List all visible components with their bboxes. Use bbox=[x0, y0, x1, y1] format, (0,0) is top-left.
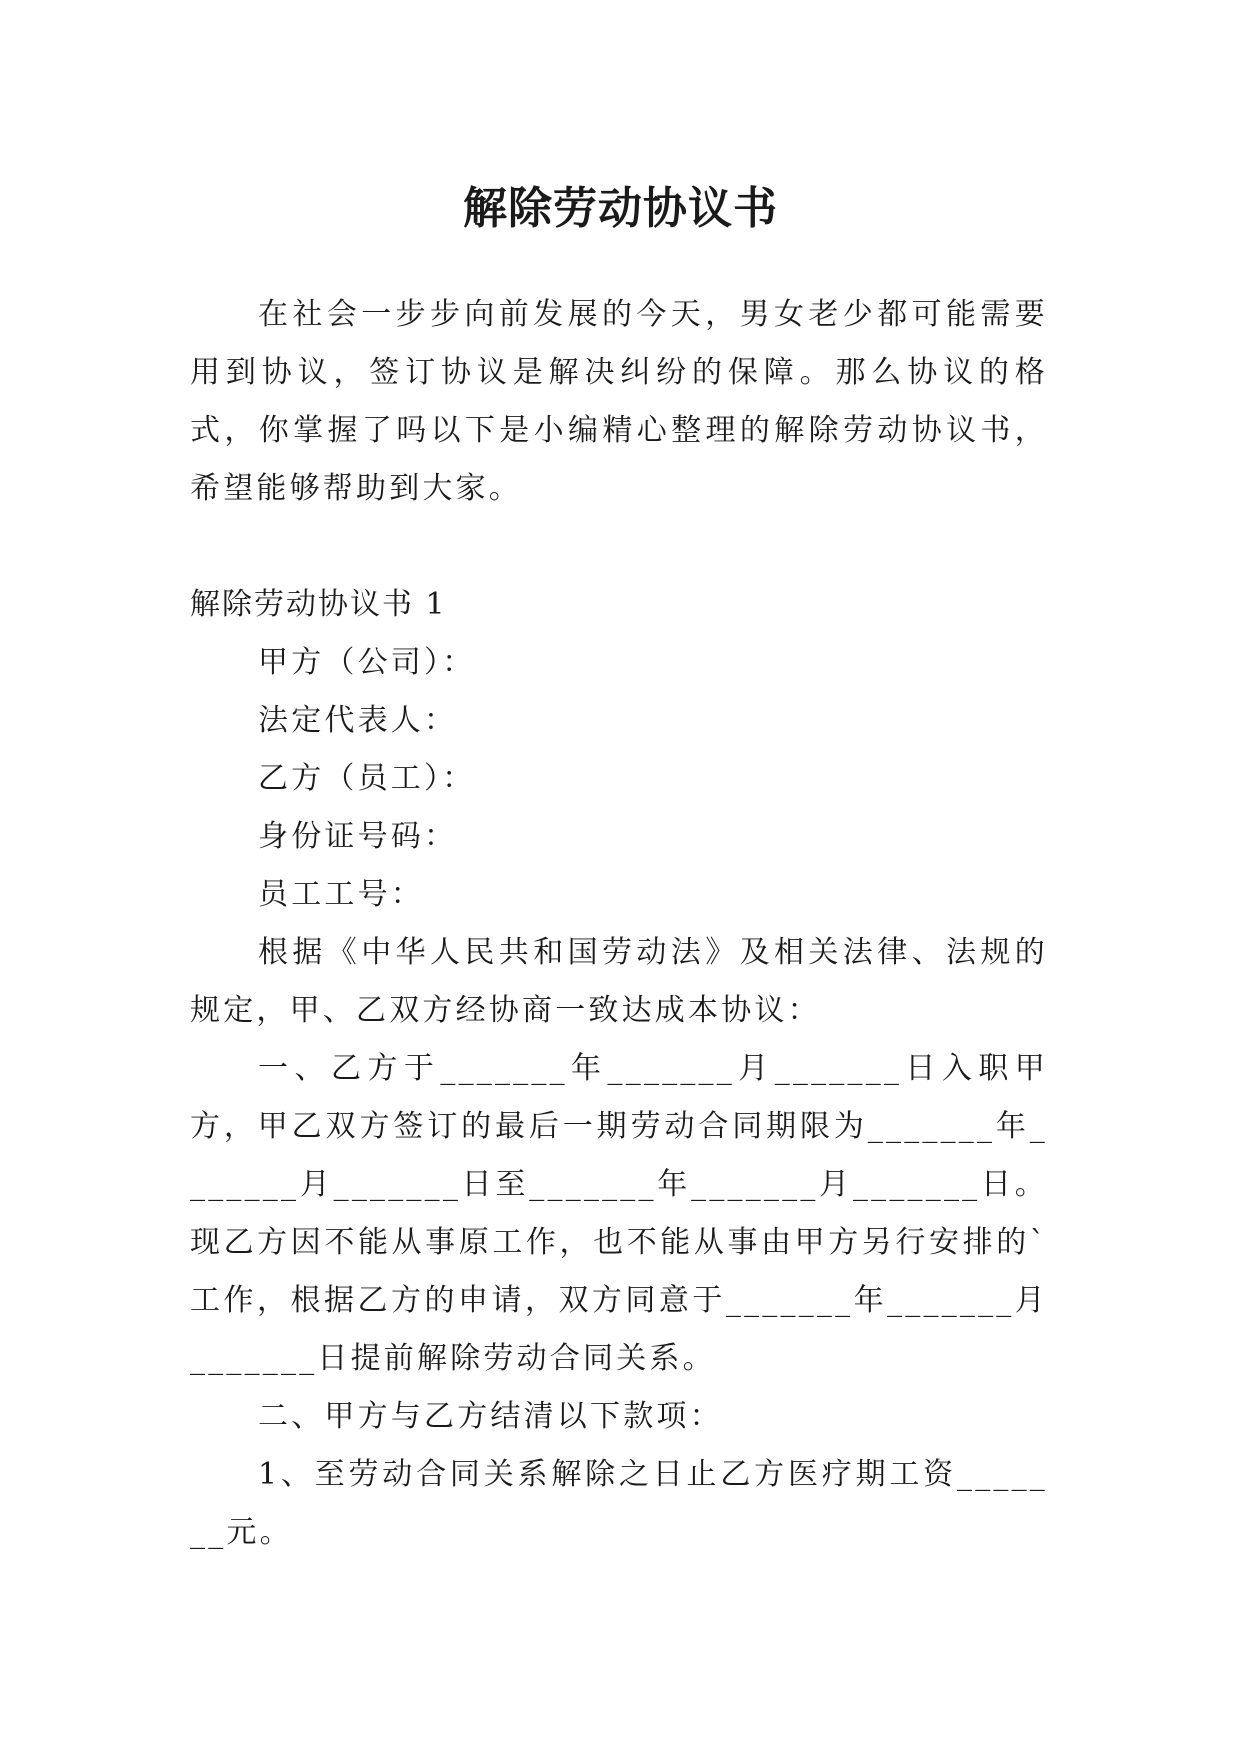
section-heading: 解除劳动协议书 1 bbox=[190, 587, 447, 622]
item-1-paragraph: 1、至劳动合同关系解除之日止乙方医疗期工资_______元。 bbox=[190, 1457, 1048, 1550]
legal-rep-field: 法定代表人： bbox=[258, 703, 458, 738]
basis-paragraph: 根据《中华人民共和国劳动法》及相关法律、法规的规定，甲、乙双方经协商一致达成本协议： bbox=[190, 935, 1048, 1028]
employee-no-field: 员工工号： bbox=[258, 877, 424, 912]
document-title: 解除劳动协议书 bbox=[463, 183, 778, 235]
clause-2-paragraph: 二、甲方与乙方结清以下款项： bbox=[258, 1399, 723, 1434]
intro-paragraph: 在社会一步步向前发展的今天，男女老少都可能需要用到协议，签订协议是解决纠纷的保障。那么协议的格式，你掌握了吗以下是小编精心整理的解除劳动协议书，希望能够帮助到大家。 bbox=[190, 297, 1048, 506]
party-a-field: 甲方（公司）： bbox=[258, 645, 476, 680]
party-b-field: 乙方（员工）： bbox=[258, 761, 476, 796]
clause-1-paragraph: 一、乙方于_______年_______月_______日入职甲方，甲乙双方签订的最后一期劳动合同期限为_______年_______月_______日至_______年_______月_______日。现乙方因不能从事原工作，也不能从事由甲方另行安排的`工作，根据乙方的申请，双方同意于_______年_______月_______日提前解除劳动合同关系。 bbox=[190, 1051, 1048, 1376]
document-body bbox=[190, 286, 1048, 1562]
id-number-field: 身份证号码： bbox=[258, 819, 458, 854]
